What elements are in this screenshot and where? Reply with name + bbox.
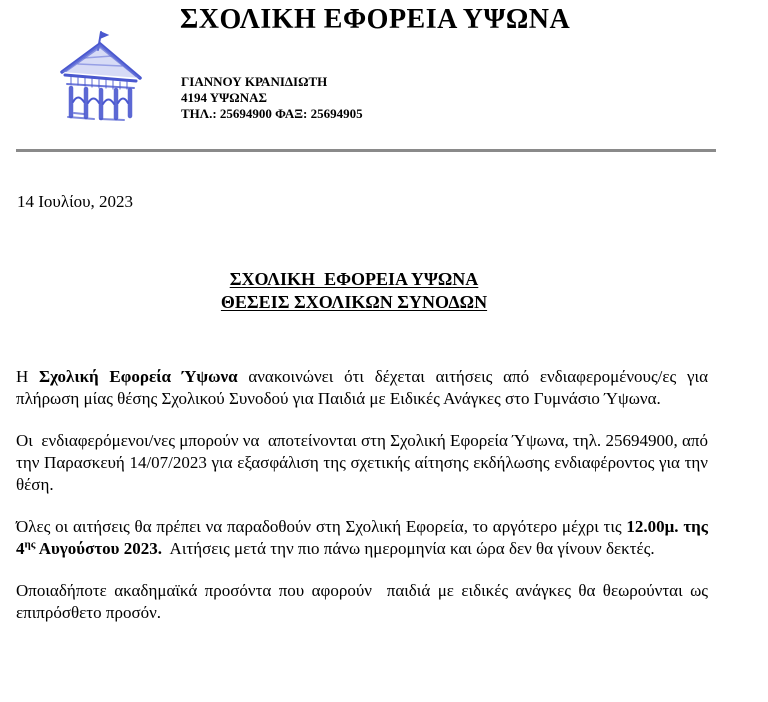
address-block (181, 74, 363, 122)
address-line-street: ΓΙΑΝΝΟΥ ΚΡΑΝΙΔΙΩΤΗ (181, 74, 328, 89)
paragraph-text: ανακοινώνει ότι δέχεται αιτήσεις από ενδιαφερομένους/ες για πλήρωση μίας θέσης Σχολικού Συνοδού για Παιδιά με Ειδικές Ανάγκες στο Γυμνάσιο Ύψωνα. (16, 367, 713, 408)
paragraph-text-bold: Σχολική Εφορεία Ύψωνα (39, 367, 238, 386)
paragraph-text-bold: 12.00μ. της 4 (16, 517, 713, 558)
organization-name: ΣΧΟΛΙΚΗ ΕΦΟΡΕΙΑ ΥΨΩΝΑ (180, 4, 571, 35)
document-date: 14 Ιουλίου, 2023 (17, 192, 134, 211)
paragraph (16, 580, 713, 624)
address-line-postal: 4194 ΥΨΩΝΑΣ (181, 90, 267, 105)
paragraph (16, 516, 713, 560)
document-title-line2: ΘΕΣΕΙΣ ΣΧΟΛΙΚΩΝ ΣΥΝΟΔΩΝ (220, 292, 488, 312)
body-paragraphs (16, 366, 713, 644)
address-line-phone-fax: ΤΗΛ.: 25694900 ΦΑΞ: 25694905 (181, 106, 363, 121)
paragraph-text-bold: ης (24, 538, 36, 551)
paragraph (16, 366, 713, 410)
paragraph-text: Η (16, 367, 39, 386)
paragraph-text: Όλες οι αιτήσεις θα πρέπει να παραδοθούν στη Σχολική Εφορεία, το αργότερο μέχρι τις (16, 517, 627, 536)
document-title-line1: ΣΧΟΛΙΚΗ ΕΦΟΡΕΙΑ ΥΨΩΝΑ (229, 269, 479, 289)
paragraph-text: Αιτήσεις μετά την πιο πάνω ημερομηνία και ώρα δεν θα γίνουν δεκτές. (162, 539, 655, 558)
school-building-logo-icon (54, 28, 146, 122)
paragraph-text-bold: Αυγούστου 2023. (35, 539, 162, 558)
paragraph (16, 430, 713, 496)
document-title (0, 268, 708, 314)
paragraph-text: Οι ενδιαφερόμενοι/νες μπορούν να αποτείνονται στη Σχολική Εφορεία Ύψωνα, τηλ. 25694900, από την Παρασκευή 14/07/2023 για εξασφάλιση της σχετικής αίτησης εκδήλωσης ενδιαφέροντος για την θέση. (16, 431, 713, 494)
paragraph-text: Οποιαδήποτε ακαδημαϊκά προσόντα που αφορούν παιδιά με ειδικές ανάγκες θα θεωρούνται ως επιπρόσθετο προσόν. (16, 581, 713, 622)
horizontal-divider (16, 149, 716, 152)
